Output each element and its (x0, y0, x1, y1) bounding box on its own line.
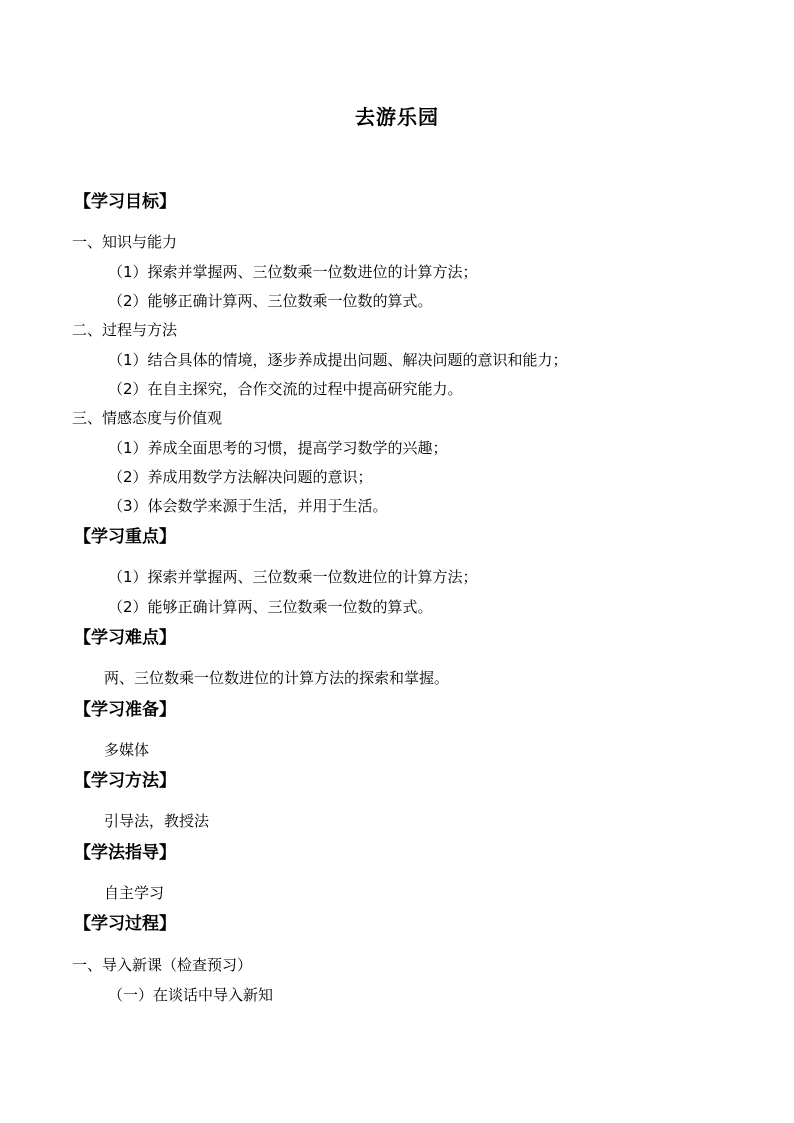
objectives-item: （1）探索并掌握两、三位数乘一位数进位的计算方法； (108, 263, 478, 281)
key-points-heading: 【学习重点】 (74, 527, 176, 547)
objectives-item: （1）养成全面思考的习惯，提高学习数学的兴趣； (108, 439, 448, 457)
objectives-item: （1）结合具体的情境，逐步养成提出问题、解决问题的意识和能力； (108, 351, 568, 369)
process-heading: 【学习过程】 (74, 914, 176, 934)
preparation-heading: 【学习准备】 (74, 700, 176, 720)
key-points-item: （1）探索并掌握两、三位数乘一位数进位的计算方法； (108, 568, 478, 586)
guidance-text: 自主学习 (104, 884, 165, 902)
process-item: （一）在谈话中导入新知 (108, 986, 274, 1004)
guidance-heading: 【学法指导】 (74, 843, 176, 863)
objectives-heading: 【学习目标】 (74, 192, 176, 212)
preparation-text: 多媒体 (104, 741, 150, 759)
methods-heading: 【学习方法】 (74, 771, 176, 791)
methods-text: 引导法，教授法 (104, 812, 210, 830)
difficulties-heading: 【学习难点】 (74, 628, 176, 648)
objectives-item: （2）能够正确计算两、三位数乘一位数的算式。 (108, 292, 433, 310)
key-points-item: （2）能够正确计算两、三位数乘一位数的算式。 (108, 598, 433, 616)
objectives-item: （2）养成用数学方法解决问题的意识； (108, 468, 373, 486)
objectives-section-title: 二、过程与方法 (72, 321, 178, 339)
difficulties-text: 两、三位数乘一位数进位的计算方法的探索和掌握。 (104, 669, 450, 687)
objectives-section-title: 三、情感态度与价值观 (72, 409, 223, 427)
document-title: 去游乐园 (355, 105, 439, 129)
objectives-item: （2）在自主探究，合作交流的过程中提高研究能力。 (108, 380, 463, 398)
objectives-section-title: 一、知识与能力 (72, 233, 178, 251)
process-section-title: 一、导入新课（检查预习） (72, 956, 253, 974)
objectives-item: （3）体会数学来源于生活，并用于生活。 (108, 497, 388, 515)
